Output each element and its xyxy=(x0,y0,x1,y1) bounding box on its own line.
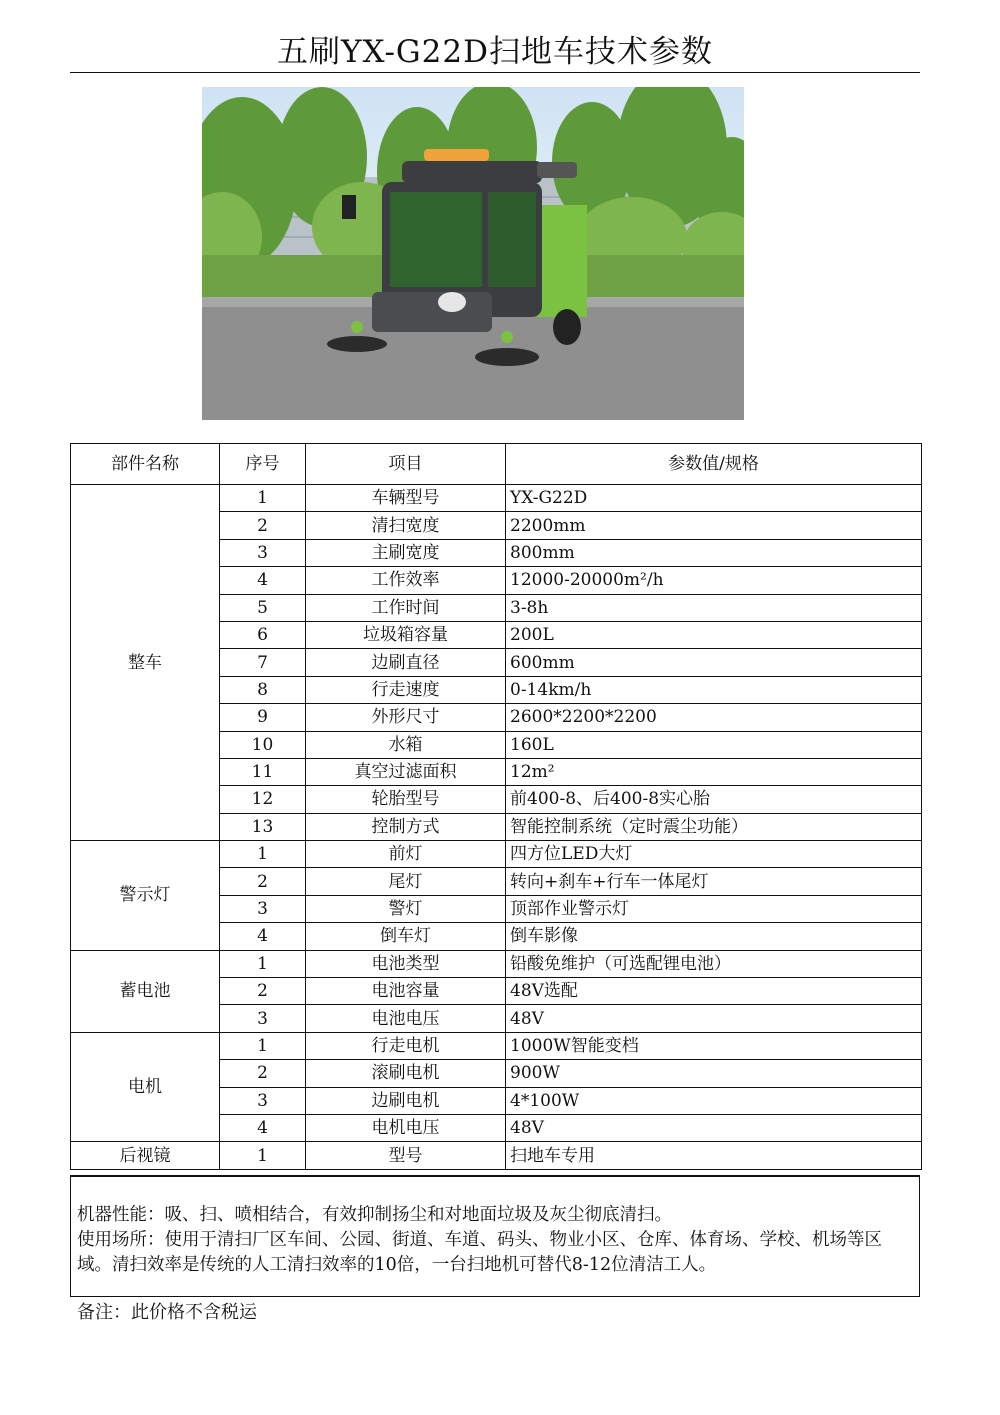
row-number: 3 xyxy=(220,1005,306,1032)
row-number: 2 xyxy=(220,1060,306,1087)
row-value: 800mm xyxy=(506,539,922,566)
group-name: 整车 xyxy=(71,485,220,841)
row-item: 垃圾箱容量 xyxy=(306,621,506,648)
row-value: 3-8h xyxy=(506,594,922,621)
row-item: 电机电压 xyxy=(306,1114,506,1141)
row-value: 2200mm xyxy=(506,512,922,539)
header-seq: 序号 xyxy=(220,444,306,485)
row-value: 12000-20000m²/h xyxy=(506,567,922,594)
row-number: 12 xyxy=(220,786,306,813)
row-number: 9 xyxy=(220,704,306,731)
row-item: 外形尺寸 xyxy=(306,704,506,731)
row-value: 48V xyxy=(506,1005,922,1032)
row-item: 前灯 xyxy=(306,841,506,868)
row-number: 1 xyxy=(220,950,306,977)
row-item: 警灯 xyxy=(306,895,506,922)
row-item: 倒车灯 xyxy=(306,923,506,950)
row-number: 4 xyxy=(220,567,306,594)
row-item: 电池电压 xyxy=(306,1005,506,1032)
row-value: 12m² xyxy=(506,758,922,785)
row-value: 0-14km/h xyxy=(506,676,922,703)
row-number: 6 xyxy=(220,621,306,648)
table-row xyxy=(71,1142,922,1169)
row-value: 48V xyxy=(506,1114,922,1141)
row-number: 13 xyxy=(220,813,306,840)
row-item: 型号 xyxy=(306,1142,506,1169)
remark: 备注：此价格不含税运 xyxy=(77,1302,257,1323)
row-item: 行走电机 xyxy=(306,1032,506,1059)
header-value: 参数值/规格 xyxy=(506,444,922,485)
row-value: 160L xyxy=(506,731,922,758)
row-value: 智能控制系统（定时震尘功能） xyxy=(506,813,922,840)
row-item: 轮胎型号 xyxy=(306,786,506,813)
row-value: 转向+刹车+行车一体尾灯 xyxy=(506,868,922,895)
header-part-name: 部件名称 xyxy=(71,444,220,485)
table-row xyxy=(71,1032,922,1059)
row-item: 行走速度 xyxy=(306,676,506,703)
usage-note: 使用场所：使用于清扫厂区车间、公园、街道、车道、码头、物业小区、仓库、体育场、学校、机场等区域。清扫效率是传统的人工清扫效率的10倍，一台扫地机可替代8-12位清洁工人。 xyxy=(77,1230,882,1275)
row-item: 电池容量 xyxy=(306,978,506,1005)
row-value: 900W xyxy=(506,1060,922,1087)
row-number: 2 xyxy=(220,978,306,1005)
row-value: 48V选配 xyxy=(506,978,922,1005)
row-value: 前400-8、后400-8实心胎 xyxy=(506,786,922,813)
row-item: 主刷宽度 xyxy=(306,539,506,566)
row-number: 1 xyxy=(220,1142,306,1169)
row-number: 1 xyxy=(220,485,306,512)
performance-note: 机器性能：吸、扫、喷相结合，有效抑制扬尘和对地面垃圾及灰尘彻底清扫。 xyxy=(77,1205,672,1225)
row-number: 8 xyxy=(220,676,306,703)
row-value: 顶部作业警示灯 xyxy=(506,895,922,922)
row-item: 边刷直径 xyxy=(306,649,506,676)
row-value: 四方位LED大灯 xyxy=(506,841,922,868)
row-value: 扫地车专用 xyxy=(506,1142,922,1169)
row-number: 2 xyxy=(220,512,306,539)
row-item: 工作时间 xyxy=(306,594,506,621)
header-item: 项目 xyxy=(306,444,506,485)
title-divider xyxy=(70,72,920,73)
table-row xyxy=(71,485,922,512)
table-header-row xyxy=(71,444,922,485)
table-row xyxy=(71,841,922,868)
row-value: 4*100W xyxy=(506,1087,922,1114)
row-value: 200L xyxy=(506,621,922,648)
row-value: 倒车影像 xyxy=(506,923,922,950)
row-item: 边刷电机 xyxy=(306,1087,506,1114)
row-item: 工作效率 xyxy=(306,567,506,594)
row-item: 车辆型号 xyxy=(306,485,506,512)
row-number: 5 xyxy=(220,594,306,621)
group-name: 后视镜 xyxy=(71,1142,220,1169)
row-number: 1 xyxy=(220,1032,306,1059)
row-value: 铅酸免维护（可选配锂电池） xyxy=(506,950,922,977)
row-number: 3 xyxy=(220,1087,306,1114)
sweeper-truck-illustration xyxy=(202,87,744,420)
row-number: 3 xyxy=(220,895,306,922)
table-row xyxy=(71,950,922,977)
row-item: 控制方式 xyxy=(306,813,506,840)
row-item: 尾灯 xyxy=(306,868,506,895)
row-item: 真空过滤面积 xyxy=(306,758,506,785)
row-value: 1000W智能变档 xyxy=(506,1032,922,1059)
row-item: 清扫宽度 xyxy=(306,512,506,539)
row-item: 水箱 xyxy=(306,731,506,758)
group-name: 电机 xyxy=(71,1032,220,1142)
row-number: 2 xyxy=(220,868,306,895)
notes-box xyxy=(70,1175,920,1297)
spec-table xyxy=(70,443,922,1170)
row-item: 电池类型 xyxy=(306,950,506,977)
page-title: 五刷YX-G22D扫地车技术参数 xyxy=(277,34,713,70)
row-item: 滚刷电机 xyxy=(306,1060,506,1087)
group-name: 蓄电池 xyxy=(71,950,220,1032)
row-value: 600mm xyxy=(506,649,922,676)
row-number: 4 xyxy=(220,1114,306,1141)
row-number: 11 xyxy=(220,758,306,785)
row-number: 3 xyxy=(220,539,306,566)
row-number: 1 xyxy=(220,841,306,868)
row-value: 2600*2200*2200 xyxy=(506,704,922,731)
group-name: 警示灯 xyxy=(71,841,220,951)
row-number: 4 xyxy=(220,923,306,950)
row-value: YX-G22D xyxy=(506,485,922,512)
product-photo xyxy=(202,87,744,420)
row-number: 10 xyxy=(220,731,306,758)
row-number: 7 xyxy=(220,649,306,676)
